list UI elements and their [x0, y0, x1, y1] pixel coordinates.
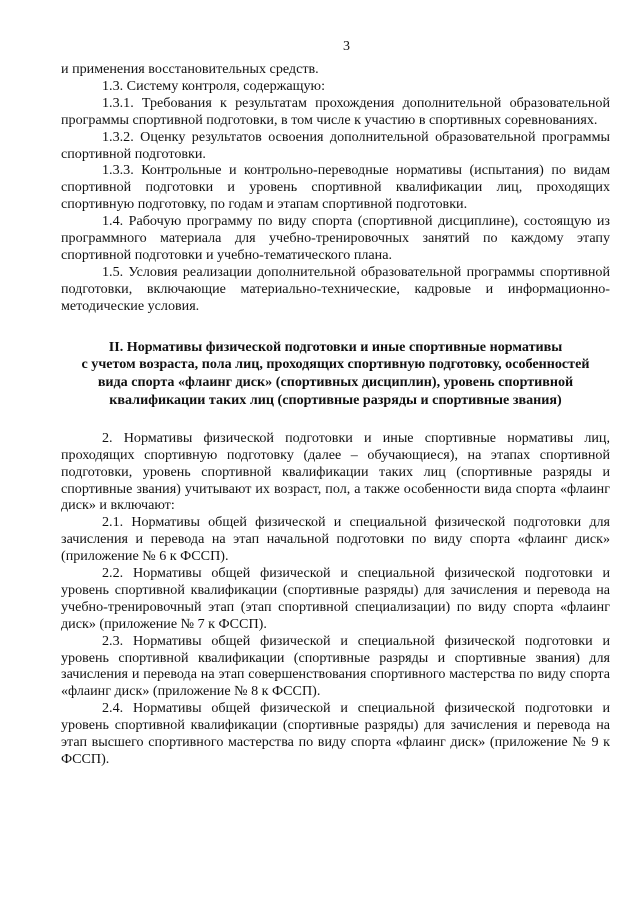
- item-1-3: 1.3. Систему контроля, содержащую:: [102, 77, 325, 94]
- item-1-3-1: 1.3.1. Требования к результатам прохождения дополнительной образовательной программы спортивной подготовки, в том числе к участию в спортивных соревнованиях.: [61, 94, 610, 128]
- section-heading-line: вида спорта «флаинг диск» (спортивных дисциплин), уровень спортивной: [97, 374, 574, 391]
- item-1-3-3: 1.3.3. Контрольные и контрольно-переводные нормативы (испытания) по видам спортивной подготовки и уровень спортивной квалификации лиц, проходящих спортивную подготовку, по годам и этапам спортивной подготовки.: [61, 162, 610, 213]
- section-heading-line: с учетом возраста, пола лиц, проходящих спортивную подготовку, особенностей: [81, 356, 590, 373]
- section-heading: [61, 339, 610, 410]
- paragraph-2-3: 2.3. Нормативы общей физической и специальной физической подготовки и уровень спортивной квалификации (спортивные разряды и спортивные звания) для зачисления и перевода на этап совершенствования спортивного мастерства по виду спорта «флаинг диск» (приложение № 8 к ФССП).: [61, 632, 610, 700]
- item-1-3-2: 1.3.2. Оценку результатов освоения дополнительной образовательной программы спортивной подготовки.: [61, 128, 610, 162]
- page-number: 3: [343, 39, 350, 54]
- paragraph-2: 2. Нормативы физической подготовки и иные спортивные нормативы лиц, проходящих спортивную подготовку (далее – обучающиеся), на этапах спортивной подготовки, уровень спортивной квалификации таких лиц (спортивные разряды и спортивные звания) учитывают их возраст, пол, а также особенности вида спорта «флаинг диск» и включают:: [61, 429, 610, 514]
- paragraph-2-1: 2.1. Нормативы общей физической и специальной физической подготовки для зачисления и перевода на этап начальной подготовки по виду спорта «флаинг диск» (приложение № 6 к ФССП).: [61, 514, 610, 565]
- paragraph-2-2: 2.2. Нормативы общей физической и специальной физической подготовки и уровень спортивной квалификации (спортивные разряды) для зачисления и перевода на учебно-тренировочный этап (этап спортивной специализации) по виду спорта «флаинг диск» (приложение № 7 к ФССП).: [61, 565, 610, 632]
- paragraph-2-4: 2.4. Нормативы общей физической и специальной физической подготовки и уровень спортивной квалификации (спортивные разряды) для зачисления и перевода на этап высшего спортивного мастерства по виду спорта «флаинг диск» (приложение № 9 к ФССП).: [61, 700, 610, 767]
- section-heading-line: II. Нормативы физической подготовки и иные спортивные нормативы: [108, 338, 563, 355]
- item-1-5: 1.5. Условия реализации дополнительной образовательной программы спортивной подготовки, включающие материально-технические, кадровые и информационно-методические условия.: [61, 263, 610, 314]
- intro-continuation: и применения восстановительных средств.: [61, 61, 319, 77]
- item-1-4: 1.4. Рабочую программу по виду спорта (спортивной дисциплине), состоящую из программного материала для учебно-тренировочных занятий по каждому этапу спортивной подготовки и учебно-тематического плана.: [61, 213, 610, 263]
- section-heading-line: квалификации таких лиц (спортивные разряды и спортивные звания): [109, 391, 562, 408]
